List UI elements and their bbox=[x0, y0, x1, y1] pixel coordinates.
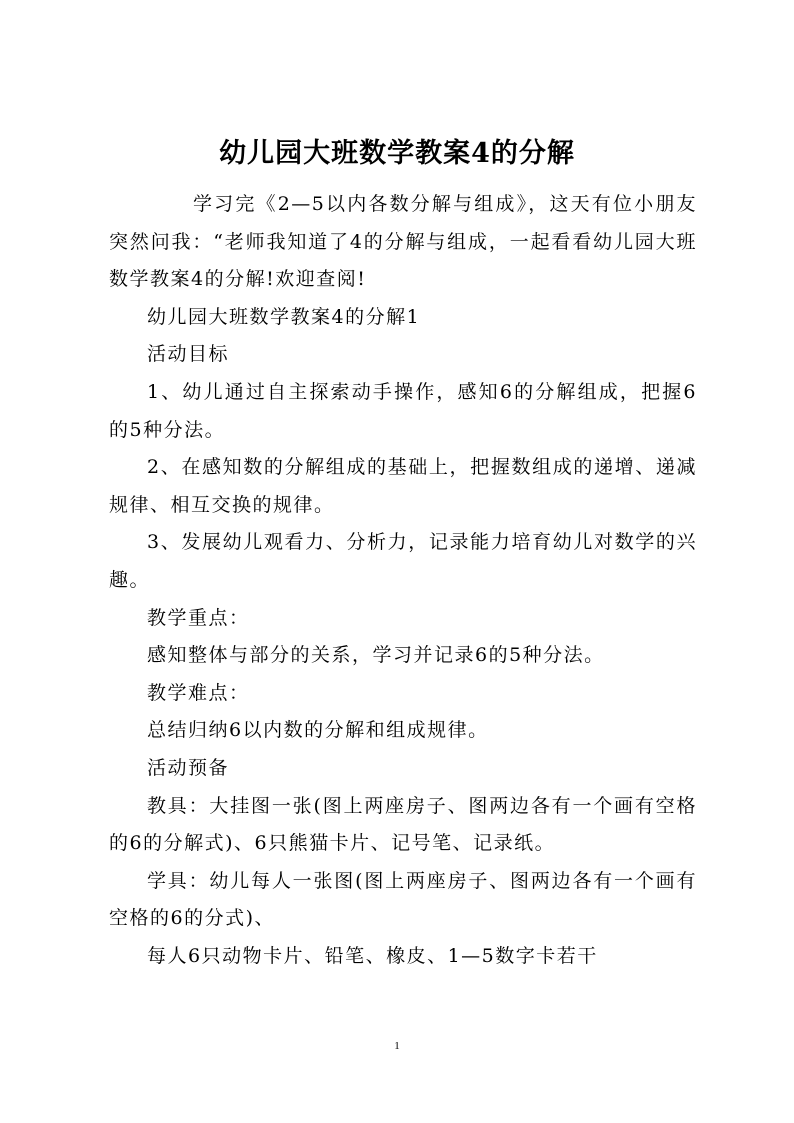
paragraph-teaching-aids: 教具：大挂图一张(图上两座房子、图两边各有一个画有空格的6的分解式)、6只熊猫卡片、记号笔、记录纸。 bbox=[109, 794, 697, 855]
page-number: 1 bbox=[394, 1040, 400, 1052]
document-body bbox=[109, 186, 697, 975]
paragraph-intro: 学习完《2—5以内各数分解与组成》，这天有位小朋友突然问我：“老师我知道了4的分解与组成，一起看看幼儿园大班数学教案4的分解!欢迎查阅! bbox=[109, 193, 697, 291]
paragraph-goal-1: 1、幼儿通过自主探索动手操作，感知6的分解组成，把握6的5种分法。 bbox=[109, 380, 697, 441]
paragraph-key-points-heading: 教学重点： bbox=[147, 606, 250, 629]
paragraph-goal-3: 3、发展幼儿观看力、分析力，记录能力培育幼儿对数学的兴趣。 bbox=[109, 531, 697, 591]
paragraph-difficulties-heading: 教学难点： bbox=[147, 681, 250, 704]
paragraph-difficulties: 总结归纳6以内数的分解和组成规律。 bbox=[147, 719, 489, 742]
paragraph-key-points: 感知整体与部分的关系，学习并记录6的5种分法。 bbox=[147, 644, 605, 667]
paragraph-section-heading: 幼儿园大班数学教案4的分解1 bbox=[147, 305, 421, 328]
paragraph-activity-goals-heading: 活动目标 bbox=[147, 343, 230, 366]
paragraph-goal-2: 2、在感知数的分解组成的基础上，把握数组成的递增、递减规律、相互交换的规律。 bbox=[109, 456, 697, 516]
paragraph-learning-aids: 学具：幼儿每人一张图(图上两座房子、图两边各有一个画有空格的6的分式)、 bbox=[109, 869, 697, 930]
paragraph-materials: 每人6只动物卡片、铅笔、橡皮、1—5数字卡若干 bbox=[147, 944, 598, 967]
paragraph-preparation-heading: 活动预备 bbox=[147, 756, 230, 779]
document-title: 幼儿园大班数学教案4的分解 bbox=[219, 138, 575, 169]
